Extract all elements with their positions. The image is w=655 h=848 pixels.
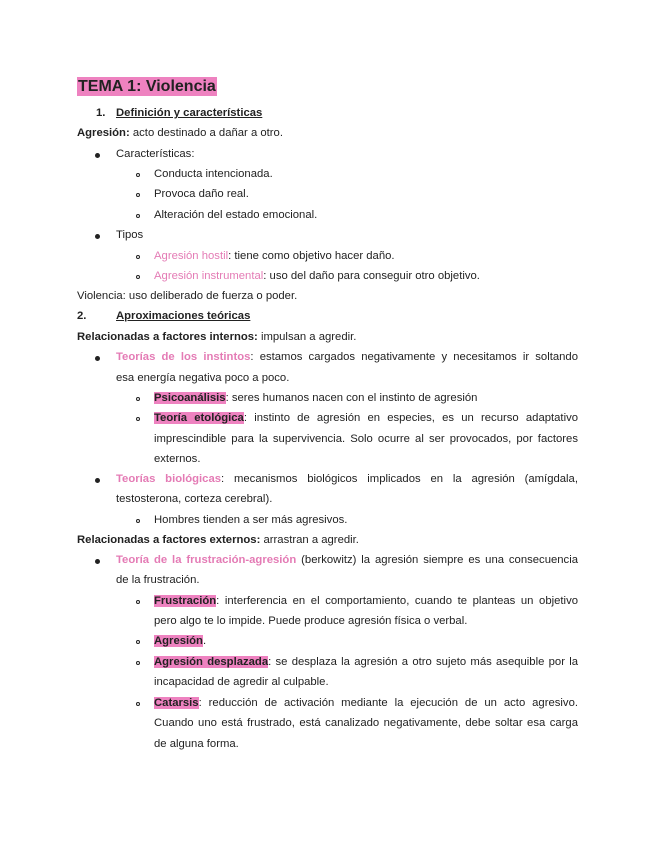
biologicas-line-2: testosterona, corteza cerebral). — [116, 493, 273, 505]
desplazada-line-2: incapacidad de agredir al culpable. — [154, 676, 329, 688]
etologica-term: Teoría etológica — [154, 412, 244, 424]
circle-bullet-icon — [136, 640, 140, 644]
etologica-line-2: imprescindible para la supervivencia. Solo ocurre al ser provocados, por factores — [154, 433, 578, 445]
circle-bullet-icon — [136, 600, 140, 604]
externos-term: Relacionadas a factores externos: — [77, 534, 261, 546]
frustracion-def-term: Frustración — [154, 595, 217, 607]
bullet-icon — [95, 356, 100, 361]
circle-bullet-icon — [136, 255, 140, 259]
catarsis-line1: : reducción de activación mediante la ejecución de un acto agresivo. — [198, 697, 578, 709]
bullet-icon — [95, 559, 100, 564]
tipo-instrumental — [154, 269, 480, 283]
etologica-line-1 — [154, 411, 578, 425]
caracteristicas-label: Características: — [116, 148, 195, 160]
caracteristica-item: Conducta intencionada. — [154, 168, 273, 180]
circle-bullet-icon — [136, 519, 140, 523]
section-1-heading: Definición y características — [116, 107, 263, 119]
bullet-icon — [95, 234, 100, 239]
frustracion-def-line-2: pero algo te lo impide. Puede produce agresión física o verbal. — [154, 615, 468, 627]
instintos-line1: : estamos cargados negativamente y necesitamos ir soltando — [250, 351, 578, 363]
agresion-term: Agresión: — [77, 127, 130, 139]
instrumental-term: Agresión instrumental — [154, 270, 264, 282]
catarsis-line-1 — [154, 696, 578, 710]
violencia-definition: Violencia: uso deliberado de fuerza o poder. — [77, 290, 298, 302]
desplazada-term: Agresión desplazada — [154, 656, 269, 668]
page-title: TEMA 1: Violencia — [78, 78, 216, 95]
tipo-hostil — [154, 249, 395, 263]
frustracion-def-line-1 — [154, 594, 578, 608]
agresion-item-term: Agresión — [154, 635, 203, 647]
instintos-term: Teorías de los instintos — [116, 351, 251, 363]
biologicas-line1: : mecanismos biológicos implicados en la agresión (amígdala, — [221, 473, 578, 485]
section-1-number: 1. — [96, 107, 106, 119]
circle-bullet-icon — [136, 214, 140, 218]
desplazada-line-1 — [154, 655, 578, 669]
agresion-def: acto destinado a dañar a otro. — [129, 127, 283, 139]
psicoanalisis-def: : seres humanos nacen con el instinto de agresión — [225, 392, 478, 404]
section-2-heading: Aproximaciones teóricas — [116, 310, 251, 322]
caracteristica-item: Alteración del estado emocional. — [154, 209, 318, 221]
circle-bullet-icon — [136, 417, 140, 421]
circle-bullet-icon — [136, 193, 140, 197]
internos-def: impulsan a agredir. — [257, 331, 357, 343]
biologicas-line-1 — [116, 472, 578, 486]
agresion-definition — [77, 126, 283, 140]
externos-line — [77, 533, 359, 547]
etologica-line1: : instinto de agresión en especies, es un recurso adaptativo — [243, 412, 579, 424]
frustracion-term: Teoría de la frustración-agresión — [116, 554, 297, 566]
catarsis-line-3: de alguna forma. — [154, 738, 239, 750]
desplazada-line1: : se desplaza la agresión a otro sujeto más asequible por la — [268, 656, 578, 668]
frustracion-line-2: de la frustración. — [116, 574, 200, 586]
catarsis-term: Catarsis — [154, 697, 199, 709]
frustracion-line-1 — [116, 553, 578, 567]
externos-def: arrastran a agredir. — [260, 534, 359, 546]
hostil-def: : tiene como objetivo hacer daño. — [228, 250, 395, 262]
circle-bullet-icon — [136, 173, 140, 177]
agresion-item-def: . — [202, 635, 207, 647]
psicoanalisis-term: Psicoanálisis — [154, 392, 226, 404]
psicoanalisis-line — [154, 391, 477, 405]
bullet-icon — [95, 478, 100, 483]
catarsis-line-2: Cuando uno está frustrado, está canalizado negativamente, debe soltar esa carga — [154, 717, 578, 729]
circle-bullet-icon — [136, 397, 140, 401]
circle-bullet-icon — [136, 702, 140, 706]
circle-bullet-icon — [136, 661, 140, 665]
frustracion-line1: (berkowitz) la agresión siempre es una consecuencia — [296, 554, 578, 566]
instintos-line-2: esa energía negativa poco a poco. — [116, 372, 290, 384]
instintos-line-1 — [116, 350, 578, 364]
biologicas-term: Teorías biológicas — [116, 473, 222, 485]
agresion-item — [154, 634, 206, 648]
internos-term: Relacionadas a factores internos: — [77, 331, 258, 343]
internos-line — [77, 330, 356, 344]
biologicas-sub: Hombres tienden a ser más agresivos. — [154, 514, 348, 526]
instrumental-def: : uso del daño para conseguir otro objetivo. — [263, 270, 480, 282]
section-2-number: 2. — [77, 310, 87, 322]
etologica-line-3: externos. — [154, 453, 201, 465]
caracteristica-item: Provoca daño real. — [154, 188, 249, 200]
circle-bullet-icon — [136, 275, 140, 279]
frustracion-def-line1: : interferencia en el comportamiento, cuando te planteas un objetivo — [216, 595, 578, 607]
bullet-icon — [95, 153, 100, 158]
tipos-label: Tipos — [116, 229, 144, 241]
hostil-term: Agresión hostil — [154, 250, 229, 262]
